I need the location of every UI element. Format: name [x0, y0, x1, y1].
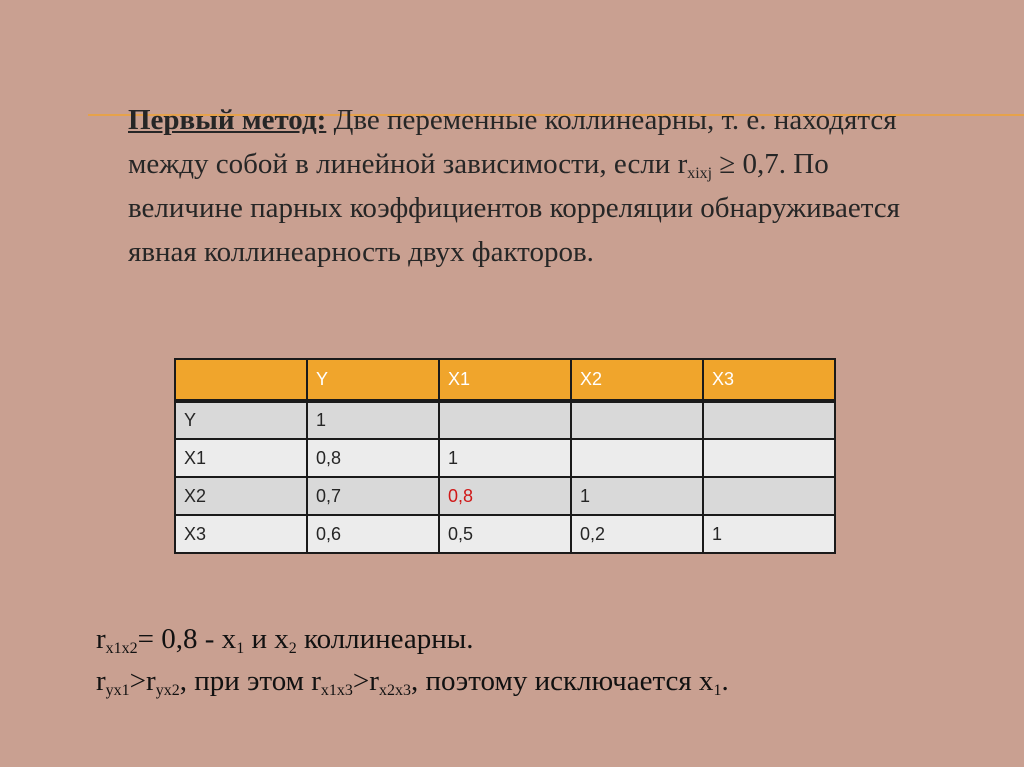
- table-row: [175, 515, 835, 553]
- method-title: Первый метод:: [128, 104, 327, 136]
- table-row: [175, 439, 835, 477]
- formula-subscript: x2x3: [378, 682, 411, 699]
- table-cell: 0,8: [307, 439, 439, 477]
- formula-text: >r: [129, 665, 156, 697]
- formula-subscript: 1: [713, 682, 722, 699]
- formula-text: >r: [352, 665, 379, 697]
- table-cell: [703, 401, 835, 439]
- method-text-part1: Две переменные коллинеарны, т. е. находятся между собой в линейной зависимости, если r: [128, 104, 897, 180]
- header-cell-x3: X3: [703, 359, 835, 401]
- header-cell-y: Y: [307, 359, 439, 401]
- table-cell: [703, 477, 835, 515]
- formula-subscript: 2: [288, 640, 297, 657]
- formula-subscript: yx1: [105, 682, 130, 699]
- formula-text: , при этом r: [179, 665, 321, 697]
- header-cell-x1: X1: [439, 359, 571, 401]
- conclusion-line-2: [96, 660, 996, 702]
- formula-subscript: yx2: [155, 682, 180, 699]
- table-cell: 0,7: [307, 477, 439, 515]
- header-cell-x2: X2: [571, 359, 703, 401]
- table-cell: [703, 439, 835, 477]
- formula-text: и x: [244, 623, 289, 655]
- formula-subscript: 1: [236, 640, 245, 657]
- method-description: [128, 98, 908, 274]
- formula-text: r: [96, 623, 106, 655]
- table-cell: [439, 401, 571, 439]
- table-cell: 0,5: [439, 515, 571, 553]
- table-cell: 0,2: [571, 515, 703, 553]
- matrix-header-row: [175, 359, 835, 401]
- table-cell: 1: [439, 439, 571, 477]
- correlation-matrix: [174, 358, 836, 554]
- conclusion-block: [96, 618, 996, 702]
- table-row: [175, 477, 835, 515]
- formula-text: = 0,8 - x: [137, 623, 237, 655]
- table-cell: [571, 439, 703, 477]
- formula-text: r: [96, 665, 106, 697]
- conclusion-line-1: [96, 618, 996, 660]
- method-text-part2: ≥ 0,7. По величине парных коэффициентов корреляции обнаруживается явная коллинеарность двух факторов.: [128, 148, 900, 268]
- method-subscript: xixj: [687, 165, 713, 182]
- row-label: X1: [175, 439, 307, 477]
- table-cell: 0,6: [307, 515, 439, 553]
- formula-subscript: x1x2: [105, 640, 138, 657]
- table-cell: 1: [307, 401, 439, 439]
- formula-text: , поэтому исключается x: [410, 665, 714, 697]
- row-label: Y: [175, 401, 307, 439]
- formula-text: .: [721, 665, 729, 697]
- formula-text: коллинеарны.: [296, 623, 474, 655]
- table-cell: 1: [703, 515, 835, 553]
- table-row: [175, 401, 835, 439]
- table-cell: 1: [571, 477, 703, 515]
- header-cell-corner: [175, 359, 307, 401]
- formula-subscript: x1x3: [320, 682, 353, 699]
- table-cell: [571, 401, 703, 439]
- row-label: X2: [175, 477, 307, 515]
- row-label: X3: [175, 515, 307, 553]
- highlighted-cell: 0,8: [439, 477, 571, 515]
